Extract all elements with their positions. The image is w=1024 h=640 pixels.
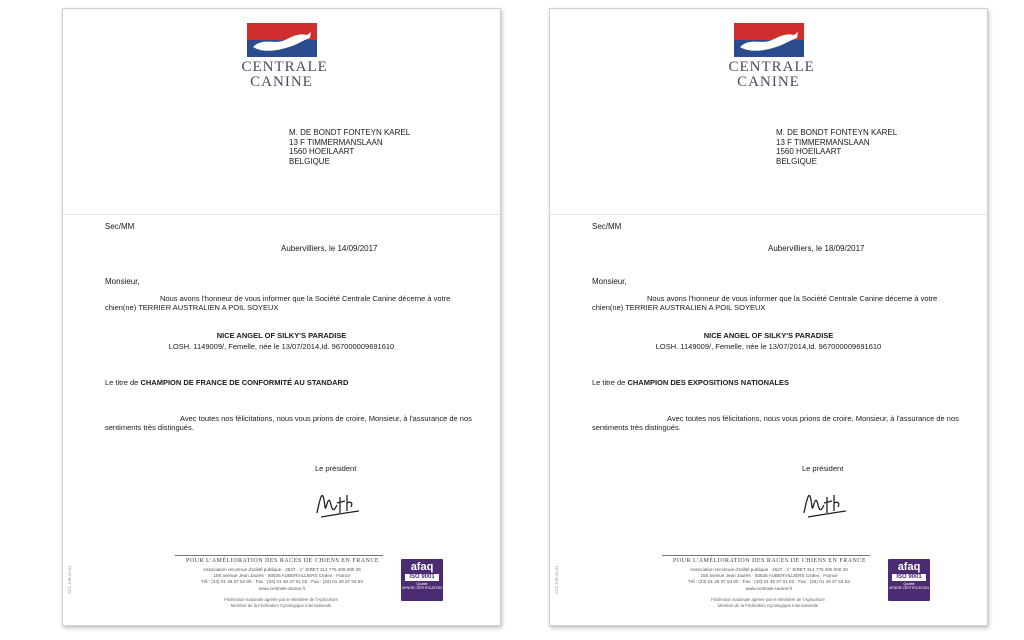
- footer-title: POUR L'AMÉLIORATION DES RACES DE CHIENS EN FRANCE: [185, 558, 380, 564]
- footer-website[interactable]: www.centrale-canine.fr: [745, 585, 793, 591]
- side-note: SCC-DIR-23-01: [67, 565, 72, 594]
- centrale-canine-logo: [728, 23, 815, 90]
- address-line: 13 F TIMMERMANSLAAN: [289, 137, 383, 147]
- afaq-sub: Qualité: [416, 582, 428, 586]
- address-line: BELGIQUE: [289, 156, 330, 166]
- footer-line: Association reconnue d'utilité publique · 2627 · n° SIRET 314 775 405 000 26: [203, 567, 361, 572]
- side-note: SCC-DIR-23-01: [554, 565, 559, 594]
- afaq-certification-badge: [888, 559, 930, 601]
- footer-affiliations: [175, 597, 387, 609]
- dog-name: NICE ANGEL OF SILKY'S PARADISE: [216, 331, 347, 340]
- footer-line: 155 avenue Jean Jaurès · 93535 AUBERVILLIERS Cedex · France: [213, 573, 351, 579]
- recipient-address: [776, 128, 897, 166]
- place-date: Aubervilliers, le 14/09/2017: [281, 244, 378, 253]
- afaq-brand: afaq: [897, 561, 921, 573]
- afaq-sub: AFNOR CERTIFICATION: [402, 586, 442, 590]
- dog-emblem-icon: [247, 23, 317, 57]
- brand-line-2: CANINE: [250, 74, 313, 90]
- dog-emblem-icon: [734, 23, 804, 57]
- closing-paragraph: Avec toutes nos félicitations, nous vous prions de croire, Monsieur, à l'assurance de nos sentiments très distingués.: [592, 414, 959, 432]
- body-paragraph: Nous avons l'honneur de vous informer que la Société Centrale Canine décerne à votre chien(ne) TERRIER AUSTRALIEN A POIL SOYEUX: [592, 294, 938, 312]
- body-paragraph: Nous avons l'honneur de vous informer que la Société Centrale Canine décerne à votre chien(ne) TERRIER AUSTRALIEN A POIL SOYEUX: [105, 294, 451, 312]
- title-value: CHAMPION DES EXPOSITIONS NATIONALES: [627, 378, 789, 387]
- footer-affiliations: [662, 597, 874, 609]
- footer-title: POUR L'AMÉLIORATION DES RACES DE CHIENS EN FRANCE: [672, 558, 867, 564]
- letter-page-1: [62, 8, 501, 626]
- afaq-iso: ISO 9001: [405, 574, 439, 581]
- salutation: Monsieur,: [592, 277, 627, 286]
- address-line: M. DE BONDT FONTEYN KAREL: [776, 128, 898, 137]
- afaq-sub: AFNOR CERTIFICATION: [889, 586, 929, 590]
- title-prefix: Le titre de: [105, 378, 139, 387]
- afaq-sub: Qualité: [903, 582, 915, 586]
- footer-line: 155 avenue Jean Jaurès · 93535 AUBERVILLIERS Cedex · France: [700, 573, 838, 579]
- footer-contact: [658, 567, 880, 592]
- footer-rule: [662, 555, 870, 556]
- footer-affiliation: Membre de la Fédération Cynologique Internationale: [230, 602, 332, 608]
- footer-affiliation: Fédération nationale agréée par le Ministère de l'Agriculture: [224, 597, 338, 602]
- signatory-label: Le président: [802, 464, 844, 473]
- reference: Sec/MM: [592, 222, 622, 231]
- place-date: Aubervilliers, le 18/09/2017: [768, 244, 865, 253]
- reference: Sec/MM: [105, 222, 135, 231]
- address-line: M. DE BONDT FONTEYN KAREL: [289, 128, 411, 137]
- dog-name: NICE ANGEL OF SILKY'S PARADISE: [703, 331, 834, 340]
- afaq-certification-badge: [401, 559, 443, 601]
- brand-line-1: CENTRALE: [728, 59, 815, 75]
- brand-line-2: CANINE: [737, 74, 800, 90]
- signature-image: [800, 483, 850, 525]
- afaq-iso: ISO 9001: [892, 574, 926, 581]
- title-line: [592, 378, 789, 387]
- afaq-brand: afaq: [410, 561, 434, 573]
- signature-image: [313, 483, 363, 525]
- footer-rule: [175, 555, 383, 556]
- footer-line: Tél : (33) 01 49 37 54 00 · Fax : (33) 01 49 37 01 02 · Fax : (33) 01 49 37 53 53: [201, 579, 363, 585]
- address-line: 1560 HOEILAART: [289, 147, 355, 156]
- title-value: CHAMPION DE FRANCE DE CONFORMITÉ AU STANDARD: [140, 378, 349, 387]
- salutation: Monsieur,: [105, 277, 140, 286]
- fold-line: [550, 214, 987, 215]
- fold-line: [63, 214, 500, 215]
- address-line: BELGIQUE: [776, 156, 817, 166]
- footer-affiliation: Membre de la Fédération Cynologique Internationale: [717, 602, 819, 608]
- footer-line: Association reconnue d'utilité publique · 2627 · n° SIRET 314 775 405 000 26: [690, 567, 848, 572]
- closing-paragraph: Avec toutes nos félicitations, nous vous prions de croire, Monsieur, à l'assurance de nos sentiments très distingués.: [105, 414, 472, 432]
- dog-identification: LOSH. 1149009/, Femelle, née le 13/07/2014,Id. 967000009691610: [168, 342, 395, 351]
- recipient-address: [289, 128, 410, 166]
- centrale-canine-logo: [241, 23, 328, 90]
- footer-website[interactable]: www.centrale-canine.fr: [258, 585, 306, 591]
- title-prefix: Le titre de: [592, 378, 626, 387]
- footer-affiliation: Fédération nationale agréée par le Ministère de l'Agriculture: [711, 597, 825, 602]
- footer-line: Tél : (33) 01 49 37 54 00 · Fax : (33) 01 49 37 01 02 · Fax : (33) 01 49 37 53 53: [688, 579, 850, 585]
- brand-line-1: CENTRALE: [241, 59, 328, 75]
- address-line: 13 F TIMMERMANSLAAN: [776, 137, 870, 147]
- footer-contact: [171, 567, 393, 592]
- signatory-label: Le président: [315, 464, 357, 473]
- address-line: 1560 HOEILAART: [776, 147, 842, 156]
- letter-page-2: [549, 8, 988, 626]
- dog-identification: LOSH. 1149009/, Femelle, née le 13/07/2014,Id. 967000009691610: [655, 342, 882, 351]
- title-line: [105, 378, 348, 387]
